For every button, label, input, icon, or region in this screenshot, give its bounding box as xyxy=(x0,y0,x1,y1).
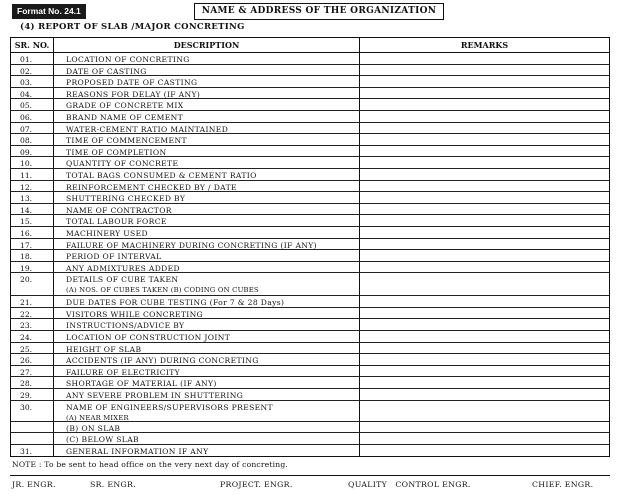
row-sr-no: 08. xyxy=(11,134,54,145)
description-line: (B) ON SLAB xyxy=(66,423,121,433)
table-row xyxy=(11,377,609,389)
row-sr-no: 09. xyxy=(11,146,54,157)
table-row xyxy=(11,401,609,422)
description-line: FAILURE OF MACHINERY DURING CONCRETING (IF ANY) xyxy=(66,240,317,250)
row-remarks-cell[interactable] xyxy=(360,422,609,433)
description-line: PERIOD OF INTERVAL xyxy=(66,252,162,262)
row-sr-no: 14. xyxy=(11,204,54,215)
row-sr-no: 31. xyxy=(11,445,54,457)
description-line: REINFORCEMENT CHECKED BY / DATE xyxy=(66,182,237,192)
row-description xyxy=(54,204,360,215)
table-row xyxy=(11,296,609,308)
row-sr-no: 30. xyxy=(11,401,54,421)
row-remarks-cell[interactable] xyxy=(360,401,609,421)
report-sheet xyxy=(8,3,612,497)
description-line: INSTRUCTIONS/ADVICE BY xyxy=(66,321,185,331)
description-line: BRAND NAME OF CEMENT xyxy=(66,112,184,122)
row-sr-no: 28. xyxy=(11,377,54,388)
row-sr-no: 25. xyxy=(11,343,54,354)
table-row xyxy=(11,99,609,111)
row-description xyxy=(54,157,360,168)
row-description xyxy=(54,445,360,457)
row-description xyxy=(54,331,360,342)
signatory-chief-engr: CHIEF. ENGR. xyxy=(532,480,594,489)
description-line: GENERAL INFORMATION IF ANY xyxy=(66,446,209,456)
description-line: SHORTAGE OF MATERIAL (IF ANY) xyxy=(66,379,217,389)
table-body xyxy=(11,53,609,456)
row-sr-no: 03. xyxy=(11,76,54,87)
row-description xyxy=(54,319,360,330)
description-line: MACHINERY USED xyxy=(66,228,148,238)
description-line: TOTAL BAGS CONSUMED & CEMENT RATIO xyxy=(66,170,257,180)
description-line: PROPOSED DATE OF CASTING xyxy=(66,78,198,88)
row-description xyxy=(54,389,360,400)
row-description xyxy=(54,169,360,180)
row-description xyxy=(54,181,360,192)
description-line: TOTAL LABOUR FORCE xyxy=(66,217,167,227)
row-description xyxy=(54,146,360,157)
row-remarks-cell[interactable] xyxy=(360,192,609,203)
row-sr-no: 15. xyxy=(11,215,54,226)
row-description xyxy=(54,343,360,354)
row-sr-no xyxy=(11,422,54,433)
table-row xyxy=(11,308,609,320)
signatory-project-engr: PROJECT. ENGR. xyxy=(220,480,293,489)
description-line: VISITORS WHILE CONCRETING xyxy=(66,309,204,319)
table-row xyxy=(11,215,609,227)
table-row xyxy=(11,422,609,434)
table-row xyxy=(11,192,609,204)
table-row xyxy=(11,76,609,88)
row-description xyxy=(54,134,360,145)
table-row xyxy=(11,262,609,274)
row-description xyxy=(54,99,360,110)
row-remarks-cell[interactable] xyxy=(360,331,609,342)
description-line: DETAILS OF CUBE TAKEN xyxy=(66,275,179,285)
signatory-sr-engr: SR. ENGR. xyxy=(90,480,136,489)
row-description xyxy=(54,377,360,388)
row-description xyxy=(54,296,360,307)
row-remarks-cell[interactable] xyxy=(360,169,609,180)
row-remarks-cell[interactable] xyxy=(360,134,609,145)
row-sr-no: 04. xyxy=(11,88,54,99)
row-remarks-cell[interactable] xyxy=(360,445,609,457)
table-row xyxy=(11,157,609,169)
row-remarks-cell[interactable] xyxy=(360,204,609,215)
row-remarks-cell[interactable] xyxy=(360,65,609,76)
format-number-badge: Format No. 24.1 xyxy=(12,4,86,19)
row-description xyxy=(54,123,360,134)
row-remarks-cell[interactable] xyxy=(360,343,609,354)
table-row xyxy=(11,331,609,343)
table-row xyxy=(11,366,609,378)
description-line: DATE OF CASTING xyxy=(66,66,147,76)
row-remarks-cell[interactable] xyxy=(360,273,609,295)
description-line: LOCATION OF CONSTRUCTION JOINT xyxy=(66,333,231,343)
row-sr-no: 12. xyxy=(11,181,54,192)
row-sr-no: 16. xyxy=(11,227,54,238)
description-line: (A) NEAR MIXER xyxy=(66,413,129,422)
row-sr-no: 21. xyxy=(11,296,54,307)
table-row xyxy=(11,354,609,366)
row-sr-no: 20. xyxy=(11,273,54,295)
description-line: REASONS FOR DELAY (IF ANY) xyxy=(66,89,201,99)
row-sr-no: 26. xyxy=(11,354,54,365)
row-remarks-cell[interactable] xyxy=(360,296,609,307)
row-remarks-cell[interactable] xyxy=(360,146,609,157)
description-line: SHUTTERING CHECKED BY xyxy=(66,194,186,204)
table-row xyxy=(11,181,609,193)
table-row xyxy=(11,134,609,146)
row-sr-no: 17. xyxy=(11,239,54,250)
table-row xyxy=(11,250,609,262)
description-line: ACCIDENTS (IF ANY) DURING CONCRETING xyxy=(66,356,259,366)
table-row xyxy=(11,53,609,65)
row-remarks-cell[interactable] xyxy=(360,319,609,330)
row-description xyxy=(54,88,360,99)
row-sr-no: 27. xyxy=(11,366,54,377)
row-sr-no: 02. xyxy=(11,65,54,76)
row-sr-no: 01. xyxy=(11,53,54,64)
row-description xyxy=(54,250,360,261)
row-sr-no: 29. xyxy=(11,389,54,400)
description-line: ANY SEVERE PROBLEM IN SHUTTERING xyxy=(66,391,244,401)
row-sr-no: 19. xyxy=(11,262,54,273)
row-description xyxy=(54,111,360,122)
row-remarks-cell[interactable] xyxy=(360,250,609,261)
row-remarks-cell[interactable] xyxy=(360,215,609,226)
row-sr-no: 22. xyxy=(11,308,54,319)
description-line: NAME OF CONTRACTOR xyxy=(66,205,172,215)
row-remarks-cell[interactable] xyxy=(360,433,609,444)
row-remarks-cell[interactable] xyxy=(360,227,609,238)
row-description xyxy=(54,262,360,273)
row-description xyxy=(54,354,360,365)
description-line: NAME OF ENGINEERS/SUPERVISORS PRESENT xyxy=(66,402,273,412)
table-row xyxy=(11,146,609,158)
row-description xyxy=(54,192,360,203)
row-description xyxy=(54,308,360,319)
row-description xyxy=(54,239,360,250)
row-remarks-cell[interactable] xyxy=(360,377,609,388)
row-remarks-cell[interactable] xyxy=(360,389,609,400)
report-title: (4) REPORT OF SLAB /MAJOR CONCRETING xyxy=(20,22,245,32)
table-row xyxy=(11,123,609,135)
table-row xyxy=(11,169,609,181)
row-remarks-cell[interactable] xyxy=(360,181,609,192)
organization-title: NAME & ADDRESS OF THE ORGANIZATION xyxy=(194,3,444,20)
row-sr-no: 24. xyxy=(11,331,54,342)
row-description xyxy=(54,53,360,64)
row-description xyxy=(54,366,360,377)
table-row xyxy=(11,88,609,100)
row-remarks-cell[interactable] xyxy=(360,99,609,110)
row-remarks-cell[interactable] xyxy=(360,111,609,122)
description-line: QUANTITY OF CONCRETE xyxy=(66,159,179,169)
row-remarks-cell[interactable] xyxy=(360,308,609,319)
row-remarks-cell[interactable] xyxy=(360,366,609,377)
row-remarks-cell[interactable] xyxy=(360,76,609,87)
description-line: TIME OF COMMENCEMENT xyxy=(66,136,187,146)
table-row xyxy=(11,65,609,77)
description-line: (C) BELOW SLAB xyxy=(66,435,139,445)
table-row xyxy=(11,227,609,239)
row-remarks-cell[interactable] xyxy=(360,157,609,168)
table-row xyxy=(11,343,609,355)
description-line: (A) NOS. OF CUBES TAKEN (B) CODING ON CUBES xyxy=(66,286,259,295)
row-sr-no: 06. xyxy=(11,111,54,122)
header xyxy=(8,3,612,20)
row-remarks-cell[interactable] xyxy=(360,88,609,99)
table-row xyxy=(11,204,609,216)
description-line: ANY ADMIXTURES ADDED xyxy=(66,263,180,273)
description-line: GRADE OF CONCRETE MIX xyxy=(66,101,184,111)
signature-row xyxy=(8,480,612,494)
row-description xyxy=(54,76,360,87)
row-description xyxy=(54,215,360,226)
row-description xyxy=(54,401,360,421)
row-remarks-cell[interactable] xyxy=(360,53,609,64)
table-row xyxy=(11,273,609,296)
table-header xyxy=(11,38,609,53)
table-row xyxy=(11,433,609,445)
signatory-quality-control-engr: QUALITY CONTROL ENGR. xyxy=(348,480,471,489)
row-remarks-cell[interactable] xyxy=(360,262,609,273)
row-sr-no: 23. xyxy=(11,319,54,330)
description-line: HEIGHT OF SLAB xyxy=(66,344,142,354)
row-sr-no: 07. xyxy=(11,123,54,134)
description-line: WATER-CEMENT RATIO MAINTAINED xyxy=(66,124,229,134)
description-line: LOCATION OF CONCRETING xyxy=(66,55,190,64)
row-sr-no: 05. xyxy=(11,99,54,110)
row-description xyxy=(54,227,360,238)
column-header-description: DESCRIPTION xyxy=(54,38,360,52)
table-row xyxy=(11,239,609,251)
row-remarks-cell[interactable] xyxy=(360,354,609,365)
description-line: TIME OF COMPLETION xyxy=(66,147,167,157)
column-header-remarks: REMARKS xyxy=(460,40,509,50)
signatory-jr-engr: JR. ENGR. xyxy=(12,480,56,489)
row-description xyxy=(54,65,360,76)
row-sr-no: 11. xyxy=(11,169,54,180)
row-sr-no: 18. xyxy=(11,250,54,261)
footer-note: NOTE : To be sent to head office on the very next day of concreting. xyxy=(12,460,289,469)
table-row xyxy=(11,319,609,331)
report-table xyxy=(10,37,610,457)
table-row xyxy=(11,111,609,123)
table-row xyxy=(11,389,609,401)
row-description xyxy=(54,422,360,433)
description-line: FAILURE OF ELECTRICITY xyxy=(66,367,181,377)
column-header-sr-no: SR. NO. xyxy=(11,38,54,52)
row-sr-no xyxy=(11,433,54,444)
description-line: DUE DATES FOR CUBE TESTING (For 7 & 28 Days) xyxy=(66,298,285,308)
row-description xyxy=(54,433,360,444)
signature-divider xyxy=(10,475,610,476)
row-sr-no: 10. xyxy=(11,157,54,168)
row-sr-no: 13. xyxy=(11,192,54,203)
table-row xyxy=(11,445,609,457)
row-description xyxy=(54,273,360,295)
row-remarks-cell[interactable] xyxy=(360,239,609,250)
row-remarks-cell[interactable] xyxy=(360,123,609,134)
